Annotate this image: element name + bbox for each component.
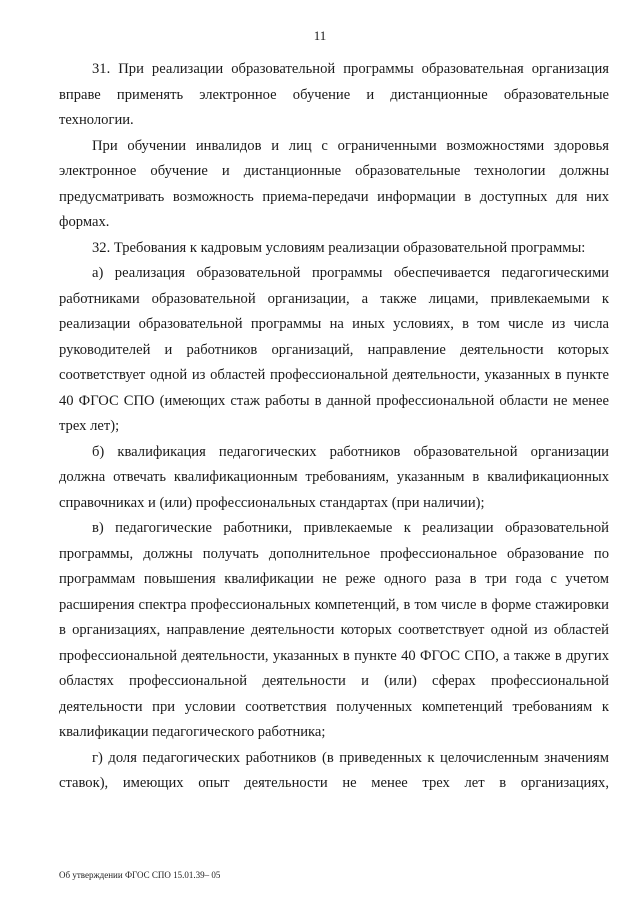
- footer-note: Об утверждении ФГОС СПО 15.01.39– 05: [59, 870, 221, 880]
- paragraph-32-g: г) доля педагогических работников (в приведенных к целочисленным значениям ставок), имеющих опыт деятельности не менее трех лет в организациях,: [59, 749, 609, 791]
- paragraph-32: 32. Требования к кадровым условиям реализации образовательной программы:: [92, 239, 586, 256]
- paragraph-32-v: в) педагогические работники, привлекаемые к реализации образовательной программы, должны получать дополнительное профессиональное образование по программам повышения квалификации не реже одного раза в три года с учетом расширения спектра профессиональных компетенций, в том числе в форме стажировки в организациях, направление деятельности которых соответствует одной из областей профессиональной деятельности, указанных в пункте 40 ФГОС СПО, а также в других областях профессиональной деятельности и (или) сферах профессиональной деятельности при условии соответствия полученных компетенций требованиям к квалификации педагогического работника;: [59, 520, 609, 740]
- document-body: [59, 57, 609, 797]
- paragraph-31: 31. При реализации образовательной программы образовательная организация вправе применять электронное обучение и дистанционные образовательные технологии.: [59, 61, 609, 128]
- paragraph-32-b: б) квалификация педагогических работников образовательной организации должна отвечать квалификационным требованиям, указанным в квалификационных справочниках и (или) профессиональных стандартах (при наличии);: [59, 443, 609, 511]
- paragraph-31-disabled-persons: При обучении инвалидов и лиц с ограниченными возможностями здоровья электронное обучение и дистанционные образовательные технологии должны предусматривать возможность приема-передачи информации в доступных для них формах.: [59, 137, 609, 230]
- page-number: 11: [313, 28, 327, 43]
- paragraph-32-a: а) реализация образовательной программы обеспечивается педагогическими работниками образовательной организации, а также лицами, привлекаемыми к реализации образовательной программы на иных условиях, в том числе из числа руководителей и работников организаций, направление деятельности которых соответствует одной из областей профессиональной деятельности, указанных в пункте 40 ФГОС СПО (имеющих стаж работы в данной профессиональной области не менее трех лет);: [59, 265, 609, 434]
